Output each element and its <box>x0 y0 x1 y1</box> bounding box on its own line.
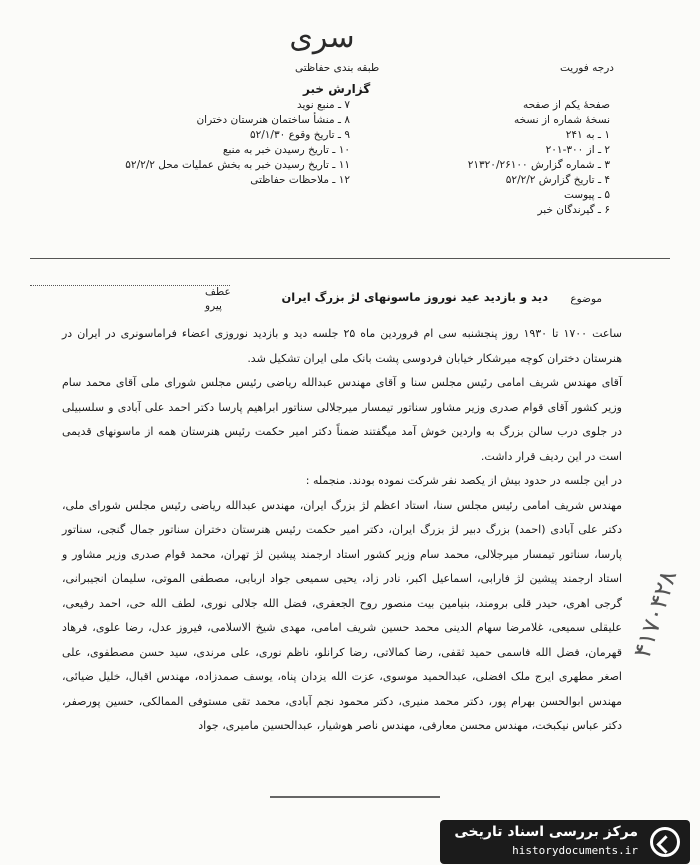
subject-text: دید و بازدید عید نوروز ماسونهای لژ بزرگ ایران <box>281 290 548 304</box>
meta-right-item: ۳ ـ شماره گزارش ۲۱۳۲۰/۲۶۱۰۰ <box>467 159 610 171</box>
meta-right-item: نسخهٔ شماره از نسخه <box>513 114 610 126</box>
meta-right-item: ۱ ـ به ۲۴۱ <box>565 129 610 141</box>
body-paragraph: ساعت ۱۷۰۰ تا ۱۹۳۰ روز پنجشنبه سی ام فروردین ماه ۲۵ جلسه دید و بازدید نوروزی اعضاء فراماسونری در ایران در هنرستان دختران کوچه میرشکار خیابان فردوسی پشت بانک ملی ایران تشکیل شد. <box>62 327 623 365</box>
priority-label: درجه فوریت <box>560 62 614 74</box>
handwritten-mark: سری <box>289 20 355 55</box>
subject-label: موضوع <box>570 293 602 305</box>
history-documents-logo-icon <box>650 827 680 857</box>
side-stamp: ۴۱۷۰۴۲۸ <box>627 566 683 662</box>
meta-left-item: ۱۰ ـ تاریخ رسیدن خبر به منبع <box>222 144 350 156</box>
meta-left-item: ۸ ـ منشأ ساختمان هنرستان دختران <box>196 114 350 126</box>
meta-left-item: ۱۱ ـ تاریخ رسیدن خبر به بخش عملیات محل ۵۲/۲/۲ <box>125 159 350 171</box>
meta-left-item: ۷ ـ منبع نوید <box>296 99 350 111</box>
ref-peyro: پیرو <box>205 300 222 312</box>
meta-left-item: ۱۲ ـ ملاحظات حفاظتی <box>250 174 350 186</box>
report-body <box>62 322 622 739</box>
body-paragraph: در این جلسه در حدود بیش از یکصد نفر شرکت نموده بودند. منجمله : <box>305 474 622 487</box>
divider <box>30 258 670 259</box>
meta-left-item: ۹ ـ تاریخ وقوع ۵۲/۱/۳۰ <box>249 129 350 141</box>
watermark-url: historydocuments.ir <box>512 844 638 857</box>
ref-line <box>30 285 230 286</box>
meta-left-block <box>50 98 350 188</box>
meta-right-item: صفحهٔ یکم از صفحه <box>523 99 610 111</box>
body-paragraph: مهندس شریف امامی رئیس مجلس سنا، استاد اعظم لژ بزرگ ایران، مهندس عبدالله ریاضی رئیس مجلس شورای ملی، دکتر علی آبادی (احمد) بزرگ دبیر لژ بزرگ ایران، دکتر امیر حکمت رئیس هنرستان دختران سناتور جمال گنجی، سناتور پارسا، سناتور تیمسار میرجلالی، محمد سام وزیر کشور استاد ارجمند پیشین لژ تهران، محمد قوام صدری وزیر مشاور و استاد ارجمند پیشین لژ فارابی، اسماعیل اکبر، نادر زاد، یحیی سمیعی جواد اربابی، مصطفی الموتی، سلیمان انجیبرانی، گرجی اهری، حیدر قلی برومند، بنیامین بیت منصور روح الجعفری، فضل الله جلالی نوری، لطف الله حی، احمد رفیعی، علیقلی سمیعی، غلامرضا سهام الدینی محمد حسین شریف امامی، مهدی شیخ الاسلامی، فیروز عدل، رضا علوی، فرهاد قهرمان، فضل الله فاسمی حمید ثقفی، رضا کمالاتی، رضا کرانلو، ناظم نوری، علی مرندی، سید حسن مصطفوی، علی اصغر مطهری ایرج ملک افضلی، عبدالحمید موسوی، عزت الله یزدان پناه، یوسف صمدزاده، مهندس اقبال، خلیل ضیائی، مهندس ابوالحسن بهرام پور، دکتر محمد منیری، دکتر محمود نجم آبادی، محمد تقی مستوفی الممالکی، حسین پورصفر، دکتر عباس نیکبخت، مهندس محسن معارفی، مهندس ناصر هوشیار، عبدالحسین مامیری، جواد <box>62 498 622 732</box>
ref-atf: عطف <box>205 286 231 298</box>
body-paragraph: آقای مهندس شریف امامی رئیس مجلس سنا و آقای مهندس عبدالله ریاضی رئیس مجلس شورای ملی آقای محمد سام وزیر کشور آقای قوام صدری وزیر مشاور سناتور تیمسار میرجلالی سناتور ابراهیم پارسا دکتر احمد علی آبادی و سلسبیلی در جلوی درب سالن بزرگ به واردین خوش آمد میگفتند ضمناً دکتر امیر حکمت رئیس هنرستان همه از ماسونهای قدیمی است در این ردیف قرار داشت. <box>62 376 622 463</box>
watermark-banner <box>440 820 690 864</box>
watermark-title: مرکز بررسی اسناد تاریخی <box>454 824 638 840</box>
meta-right-block <box>360 98 610 218</box>
classification-label: طبقه بندی حفاظتی <box>295 62 380 74</box>
meta-right-item: ۲ ـ از ۳۰۰-۲۰۱ <box>545 144 610 156</box>
page-title: گزارش خبر <box>303 82 371 96</box>
meta-right-item: ۴ ـ تاریخ گزارش ۵۲/۲/۲ <box>505 174 610 186</box>
meta-right-item: ۶ ـ گیرندگان خبر <box>537 204 610 216</box>
signature-line <box>270 796 440 798</box>
meta-right-item: ۵ ـ پیوست <box>563 189 610 201</box>
